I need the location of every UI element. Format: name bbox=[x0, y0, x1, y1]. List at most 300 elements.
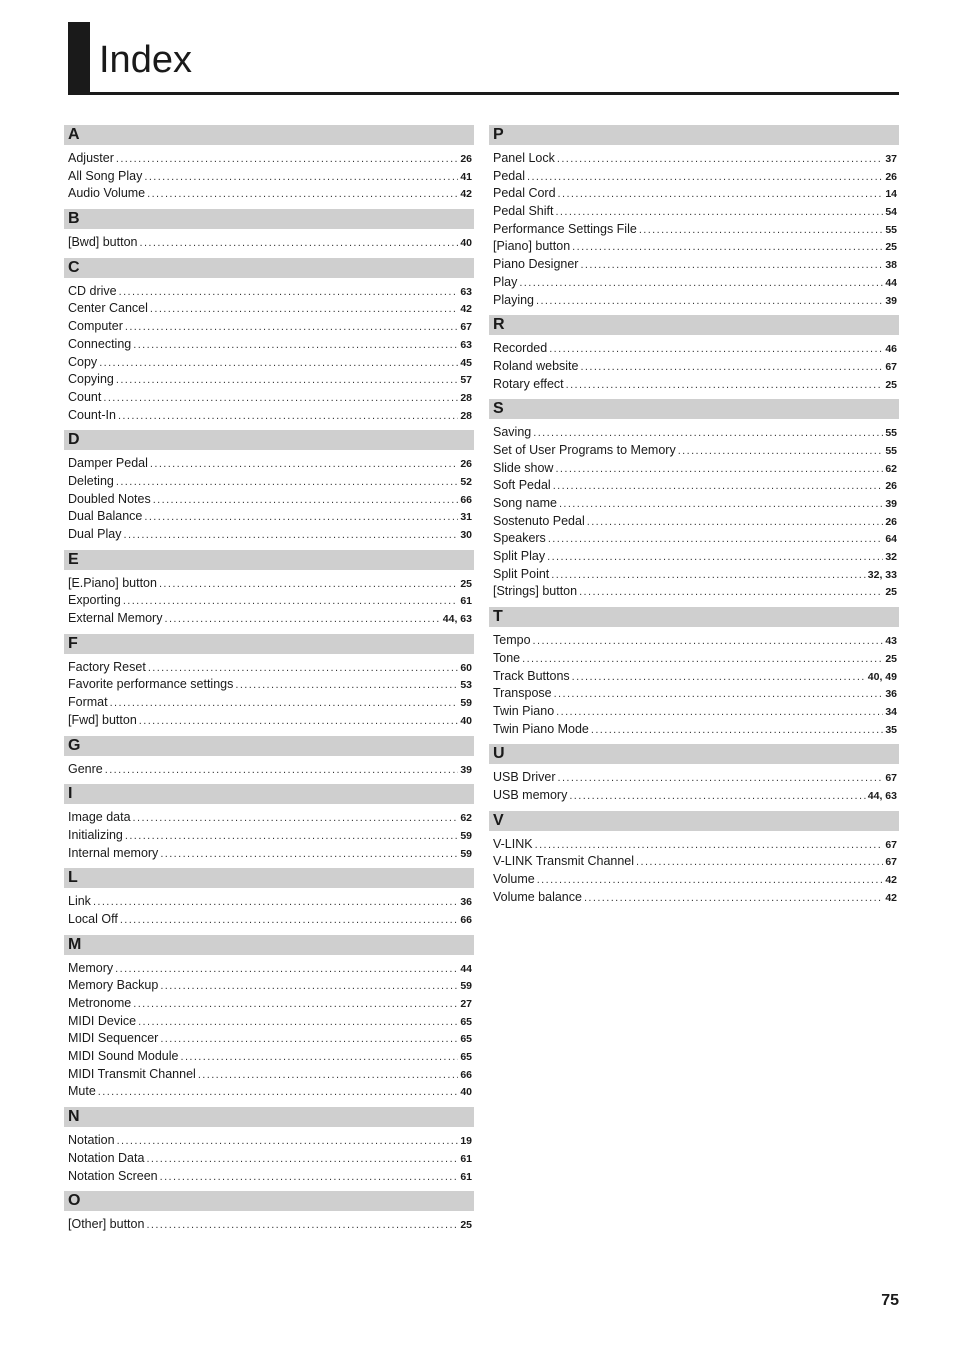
entry-page-ref: 31 bbox=[460, 511, 472, 524]
entry-term: [Piano] button bbox=[493, 239, 571, 254]
entry-term: Audio Volume bbox=[68, 186, 146, 201]
entry-page-ref: 26 bbox=[885, 170, 897, 183]
dot-leader bbox=[555, 461, 883, 479]
index-entry bbox=[493, 221, 897, 239]
dot-leader bbox=[150, 456, 458, 474]
entry-page-ref: 62 bbox=[460, 812, 472, 825]
index-entry bbox=[68, 508, 472, 526]
dot-leader bbox=[118, 408, 458, 426]
dot-leader bbox=[636, 854, 883, 872]
dot-leader bbox=[537, 872, 884, 890]
entry-page-ref: 65 bbox=[460, 1033, 472, 1046]
entry-page-ref: 66 bbox=[460, 493, 472, 506]
entry-page-ref: 25 bbox=[460, 577, 472, 590]
entry-term: Rotary effect bbox=[493, 376, 564, 391]
section-letter-header: U bbox=[489, 744, 899, 764]
entry-term: Volume balance bbox=[493, 889, 582, 904]
entry-page-ref: 61 bbox=[460, 1152, 472, 1165]
entry-term: All Song Play bbox=[68, 168, 143, 183]
entry-page-ref: 67 bbox=[885, 856, 897, 869]
entry-term: [Other] button bbox=[68, 1217, 145, 1232]
entry-term: MIDI Device bbox=[68, 1013, 137, 1028]
entry-page-ref: 38 bbox=[885, 259, 897, 272]
dot-leader bbox=[235, 677, 458, 695]
entry-term: Pedal Shift bbox=[493, 204, 554, 219]
index-section-p bbox=[489, 125, 899, 309]
section-letter-header: S bbox=[489, 399, 899, 419]
entry-term: Pedal Cord bbox=[493, 186, 556, 201]
dot-leader bbox=[587, 514, 884, 532]
entry-page-ref: 35 bbox=[885, 723, 897, 736]
entry-page-ref: 25 bbox=[885, 586, 897, 599]
index-entry bbox=[493, 274, 897, 292]
index-entry bbox=[493, 442, 897, 460]
entry-term: CD drive bbox=[68, 283, 117, 298]
index-entry bbox=[493, 424, 897, 442]
dot-leader bbox=[556, 704, 883, 722]
index-entry bbox=[493, 871, 897, 889]
entry-term: Twin Piano bbox=[493, 703, 555, 718]
index-entry bbox=[68, 845, 472, 863]
index-section-l bbox=[64, 868, 474, 928]
entry-term: Track Buttons bbox=[493, 668, 570, 683]
index-entry bbox=[68, 1083, 472, 1101]
dot-leader bbox=[144, 169, 458, 187]
entry-term: Computer bbox=[68, 319, 123, 334]
dot-leader bbox=[138, 1014, 458, 1032]
entry-page-ref: 30 bbox=[460, 529, 472, 541]
index-section-v bbox=[489, 811, 899, 907]
dot-leader bbox=[119, 284, 459, 302]
dot-leader bbox=[123, 593, 459, 611]
dot-leader bbox=[557, 151, 883, 169]
index-section-u bbox=[489, 744, 899, 804]
dot-leader bbox=[572, 239, 883, 257]
entry-term: Mute bbox=[68, 1084, 96, 1099]
entry-page-ref: 52 bbox=[460, 475, 472, 488]
entry-page-ref: 57 bbox=[460, 374, 472, 387]
dot-leader bbox=[115, 961, 458, 979]
index-section-g bbox=[64, 736, 474, 779]
index-entry bbox=[68, 1168, 472, 1186]
entry-term: Genre bbox=[68, 761, 103, 776]
entry-term: USB memory bbox=[493, 787, 568, 802]
entry-term: USB Driver bbox=[493, 770, 556, 785]
entry-page-ref: 61 bbox=[460, 595, 472, 608]
section-letter-header: R bbox=[489, 315, 899, 335]
index-entry bbox=[68, 1013, 472, 1031]
entry-page-ref: 25 bbox=[460, 1219, 472, 1232]
index-entry bbox=[68, 960, 472, 978]
section-letter-header: L bbox=[64, 868, 474, 888]
dot-leader bbox=[125, 828, 458, 846]
index-entry bbox=[493, 203, 897, 221]
index-column-right bbox=[489, 125, 899, 912]
dot-leader bbox=[533, 633, 884, 651]
dot-leader bbox=[554, 686, 884, 704]
section-letter-header: G bbox=[64, 736, 474, 756]
index-entry bbox=[68, 592, 472, 610]
entry-page-ref: 59 bbox=[460, 980, 472, 993]
entry-page-ref: 55 bbox=[885, 444, 897, 457]
index-entry bbox=[493, 495, 897, 513]
entry-page-ref: 40 bbox=[460, 714, 472, 727]
entry-list bbox=[64, 575, 474, 628]
entry-page-ref: 66 bbox=[460, 913, 472, 926]
entry-list bbox=[64, 150, 474, 203]
dot-leader bbox=[533, 425, 883, 443]
entry-term: Notation bbox=[68, 1133, 115, 1148]
entry-term: Count bbox=[68, 389, 102, 404]
entry-term: [E.Piano] button bbox=[68, 575, 157, 590]
dot-leader bbox=[180, 1049, 458, 1067]
index-entry bbox=[68, 995, 472, 1013]
entry-page-ref: 26 bbox=[460, 153, 472, 165]
entry-list bbox=[489, 424, 899, 601]
entry-term: Link bbox=[68, 894, 91, 909]
index-entry bbox=[68, 610, 472, 628]
entry-term: Performance Settings File bbox=[493, 221, 637, 236]
entry-list bbox=[64, 659, 474, 730]
index-entry bbox=[68, 526, 472, 544]
entry-page-ref: 59 bbox=[460, 829, 472, 842]
dot-leader bbox=[125, 319, 458, 337]
entry-term: Soft Pedal bbox=[493, 478, 551, 493]
entry-list bbox=[64, 283, 474, 425]
entry-term: Center Cancel bbox=[68, 301, 148, 316]
dot-leader bbox=[116, 474, 458, 492]
index-entry bbox=[68, 234, 472, 252]
dot-leader bbox=[536, 293, 883, 311]
dot-leader bbox=[110, 695, 459, 713]
index-entry bbox=[493, 703, 897, 721]
index-entry bbox=[493, 566, 897, 584]
entry-term: Count-In bbox=[68, 407, 116, 422]
entry-page-ref: 44 bbox=[885, 276, 897, 289]
index-entry bbox=[68, 407, 472, 425]
section-letter-header: N bbox=[64, 1107, 474, 1127]
index-entry bbox=[493, 769, 897, 787]
dot-leader bbox=[133, 996, 458, 1014]
dot-leader bbox=[146, 1151, 458, 1169]
entry-page-ref: 26 bbox=[885, 515, 897, 528]
entry-term: Song name bbox=[493, 496, 557, 510]
section-letter-header: B bbox=[64, 209, 474, 229]
entry-page-ref: 42 bbox=[885, 874, 897, 886]
dot-leader bbox=[160, 978, 458, 996]
section-letter-header: D bbox=[64, 430, 474, 450]
entry-page-ref: 37 bbox=[885, 153, 897, 165]
dot-leader bbox=[93, 894, 458, 912]
entry-term: Memory bbox=[68, 960, 114, 975]
index-entry bbox=[493, 376, 897, 394]
index-entry bbox=[493, 238, 897, 256]
entry-term: Metronome bbox=[68, 996, 132, 1010]
entry-term: Saving bbox=[493, 425, 532, 440]
dot-leader bbox=[133, 337, 458, 355]
index-entry bbox=[68, 185, 472, 203]
entry-list bbox=[489, 769, 899, 804]
index-entry bbox=[493, 853, 897, 871]
entry-term: MIDI Sequencer bbox=[68, 1031, 159, 1046]
section-letter-header: P bbox=[489, 125, 899, 145]
section-letter-header: E bbox=[64, 550, 474, 570]
index-entry bbox=[68, 1132, 472, 1150]
index-column-left bbox=[64, 125, 474, 1240]
entry-page-ref: 66 bbox=[460, 1068, 472, 1081]
entry-term: Panel Lock bbox=[493, 151, 555, 165]
index-section-e bbox=[64, 550, 474, 628]
title-accent-bar bbox=[68, 22, 90, 93]
entry-term: Memory Backup bbox=[68, 978, 159, 993]
entry-page-ref: 64 bbox=[885, 533, 897, 546]
entry-page-ref: 67 bbox=[460, 321, 472, 334]
entry-term: Sostenuto Pedal bbox=[493, 513, 585, 528]
entry-term: MIDI Sound Module bbox=[68, 1049, 179, 1064]
dot-leader bbox=[553, 478, 884, 496]
entry-term: Format bbox=[68, 695, 108, 710]
entry-page-ref: 65 bbox=[460, 1051, 472, 1064]
entry-term: Favorite performance settings bbox=[68, 677, 234, 692]
entry-term: [Bwd] button bbox=[68, 235, 138, 250]
index-entry bbox=[68, 1030, 472, 1048]
entry-page-ref: 28 bbox=[460, 409, 472, 422]
dot-leader bbox=[522, 651, 883, 669]
entry-page-ref: 32, 33 bbox=[867, 568, 897, 581]
entry-page-ref: 61 bbox=[460, 1170, 472, 1183]
dot-leader bbox=[558, 770, 884, 788]
index-entry bbox=[68, 168, 472, 186]
dot-leader bbox=[555, 204, 883, 222]
dot-leader bbox=[580, 257, 883, 275]
dot-leader bbox=[98, 1084, 459, 1102]
index-entry bbox=[493, 340, 897, 358]
entry-list bbox=[489, 340, 899, 393]
index-section-o bbox=[64, 1191, 474, 1234]
index-section-a bbox=[64, 125, 474, 203]
entry-list bbox=[64, 960, 474, 1102]
entry-list bbox=[64, 809, 474, 862]
index-entry bbox=[493, 836, 897, 854]
index-section-t bbox=[489, 607, 899, 738]
entry-term: Pedal bbox=[493, 168, 525, 183]
entry-term: Tempo bbox=[493, 633, 531, 648]
index-entry bbox=[68, 676, 472, 694]
section-letter-header: V bbox=[489, 811, 899, 831]
dot-leader bbox=[164, 611, 440, 629]
dot-leader bbox=[566, 377, 884, 395]
entry-term: Split Point bbox=[493, 566, 550, 581]
dot-leader bbox=[579, 584, 883, 602]
section-letter-header: A bbox=[64, 125, 474, 145]
entry-term: Exporting bbox=[68, 593, 121, 608]
entry-page-ref: 59 bbox=[460, 697, 472, 710]
entry-page-ref: 28 bbox=[460, 391, 472, 404]
index-section-n bbox=[64, 1107, 474, 1185]
index-section-f bbox=[64, 634, 474, 730]
entry-term: External Memory bbox=[68, 611, 163, 626]
index-entry bbox=[68, 455, 472, 473]
entry-list bbox=[489, 150, 899, 309]
dot-leader bbox=[572, 669, 866, 687]
index-entry bbox=[68, 318, 472, 336]
dot-leader bbox=[99, 355, 458, 373]
index-section-i bbox=[64, 784, 474, 862]
index-entry bbox=[68, 893, 472, 911]
entry-term: Damper Pedal bbox=[68, 456, 148, 471]
entry-page-ref: 55 bbox=[885, 223, 897, 236]
entry-page-ref: 36 bbox=[460, 896, 472, 909]
entry-page-ref: 63 bbox=[460, 338, 472, 351]
entry-term: Notation Screen bbox=[68, 1168, 158, 1183]
entry-page-ref: 44, 63 bbox=[442, 613, 472, 626]
entry-page-ref: 40, 49 bbox=[867, 670, 897, 683]
dot-leader bbox=[140, 235, 459, 253]
section-letter-header: C bbox=[64, 258, 474, 278]
entry-page-ref: 62 bbox=[885, 462, 897, 475]
index-entry bbox=[493, 256, 897, 274]
entry-term: Internal memory bbox=[68, 845, 159, 860]
index-entry bbox=[493, 632, 897, 650]
entry-term: V-LINK Transmit Channel bbox=[493, 854, 635, 869]
entry-term: Adjuster bbox=[68, 151, 114, 165]
entry-page-ref: 36 bbox=[885, 688, 897, 701]
index-entry bbox=[68, 300, 472, 318]
index-entry bbox=[68, 336, 472, 354]
index-entry bbox=[493, 787, 897, 805]
index-entry bbox=[68, 712, 472, 730]
entry-page-ref: 14 bbox=[885, 188, 897, 201]
dot-leader bbox=[124, 527, 459, 545]
entry-page-ref: 43 bbox=[885, 635, 897, 648]
index-entry bbox=[68, 283, 472, 301]
entry-term: Volume bbox=[493, 872, 535, 886]
entry-page-ref: 34 bbox=[885, 705, 897, 718]
entry-term: Connecting bbox=[68, 336, 132, 351]
index-entry bbox=[68, 1150, 472, 1168]
entry-term: Factory Reset bbox=[68, 659, 146, 674]
entry-term: Piano Designer bbox=[493, 257, 579, 272]
entry-page-ref: 67 bbox=[885, 838, 897, 851]
entry-term: Dual Play bbox=[68, 527, 122, 541]
dot-leader bbox=[160, 846, 458, 864]
entry-list bbox=[64, 761, 474, 779]
index-entry bbox=[493, 477, 897, 495]
index-entry bbox=[68, 1216, 472, 1234]
entry-term: Twin Piano Mode bbox=[493, 721, 589, 736]
dot-leader bbox=[569, 788, 865, 806]
dot-leader bbox=[678, 443, 884, 461]
index-entry bbox=[493, 185, 897, 203]
dot-leader bbox=[147, 186, 458, 204]
dot-leader bbox=[591, 722, 883, 740]
entry-page-ref: 39 bbox=[885, 294, 897, 307]
index-section-m bbox=[64, 935, 474, 1102]
entry-term: MIDI Transmit Channel bbox=[68, 1066, 196, 1081]
dot-leader bbox=[153, 492, 459, 510]
index-entry bbox=[493, 168, 897, 186]
entry-page-ref: 40 bbox=[460, 1086, 472, 1099]
dot-leader bbox=[146, 1217, 458, 1235]
entry-list bbox=[64, 234, 474, 252]
section-letter-header: I bbox=[64, 784, 474, 804]
index-entry bbox=[68, 809, 472, 827]
dot-leader bbox=[117, 1133, 459, 1151]
index-section-r bbox=[489, 315, 899, 393]
dot-leader bbox=[580, 359, 883, 377]
entry-page-ref: 67 bbox=[885, 772, 897, 785]
entry-term: Deleting bbox=[68, 473, 114, 488]
dot-leader bbox=[139, 713, 459, 731]
entry-term: Local Off bbox=[68, 911, 118, 926]
dot-leader bbox=[519, 275, 883, 293]
entry-term: Play bbox=[493, 274, 518, 289]
index-entry bbox=[493, 685, 897, 703]
title-rule bbox=[68, 92, 899, 95]
index-entry bbox=[68, 827, 472, 845]
entry-page-ref: 44, 63 bbox=[867, 789, 897, 802]
section-letter-header: T bbox=[489, 607, 899, 627]
entry-term: Notation Data bbox=[68, 1150, 145, 1165]
entry-term: Set of User Programs to Memory bbox=[493, 442, 676, 457]
index-entry bbox=[68, 1066, 472, 1084]
index-entry bbox=[68, 1048, 472, 1066]
index-entry bbox=[68, 911, 472, 929]
entry-page-ref: 44 bbox=[460, 962, 472, 975]
entry-page-ref: 41 bbox=[460, 170, 472, 183]
entry-term: Split Play bbox=[493, 549, 546, 564]
dot-leader bbox=[103, 390, 458, 408]
entry-term: Image data bbox=[68, 810, 131, 825]
index-entry bbox=[493, 668, 897, 686]
index-entry bbox=[493, 650, 897, 668]
entry-term: Doubled Notes bbox=[68, 491, 151, 506]
dot-leader bbox=[150, 301, 458, 319]
entry-term: Copying bbox=[68, 372, 114, 387]
entry-term: Roland website bbox=[493, 358, 579, 373]
dot-leader bbox=[535, 837, 884, 855]
index-entry bbox=[68, 150, 472, 168]
entry-term: Playing bbox=[493, 292, 534, 307]
dot-leader bbox=[549, 341, 883, 359]
index-entry bbox=[68, 761, 472, 779]
entry-list bbox=[64, 893, 474, 928]
index-entry bbox=[68, 491, 472, 509]
index-entry bbox=[493, 548, 897, 566]
dot-leader bbox=[198, 1067, 458, 1085]
entry-page-ref: 19 bbox=[460, 1135, 472, 1148]
entry-term: Transpose bbox=[493, 686, 552, 701]
dot-leader bbox=[144, 509, 458, 527]
entry-page-ref: 42 bbox=[460, 303, 472, 316]
entry-page-ref: 39 bbox=[885, 498, 897, 510]
entry-page-ref: 39 bbox=[460, 763, 472, 776]
entry-page-ref: 25 bbox=[885, 241, 897, 254]
dot-leader bbox=[116, 372, 458, 390]
index-entry bbox=[493, 292, 897, 310]
index-entry bbox=[493, 530, 897, 548]
dot-leader bbox=[551, 567, 866, 585]
dot-leader bbox=[105, 762, 459, 780]
entry-page-ref: 42 bbox=[885, 891, 897, 904]
index-entry bbox=[493, 721, 897, 739]
dot-leader bbox=[584, 890, 883, 908]
index-entry bbox=[68, 354, 472, 372]
dot-leader bbox=[527, 169, 883, 187]
entry-page-ref: 59 bbox=[460, 847, 472, 860]
entry-term: Initializing bbox=[68, 827, 123, 842]
entry-term: [Strings] button bbox=[493, 584, 578, 599]
